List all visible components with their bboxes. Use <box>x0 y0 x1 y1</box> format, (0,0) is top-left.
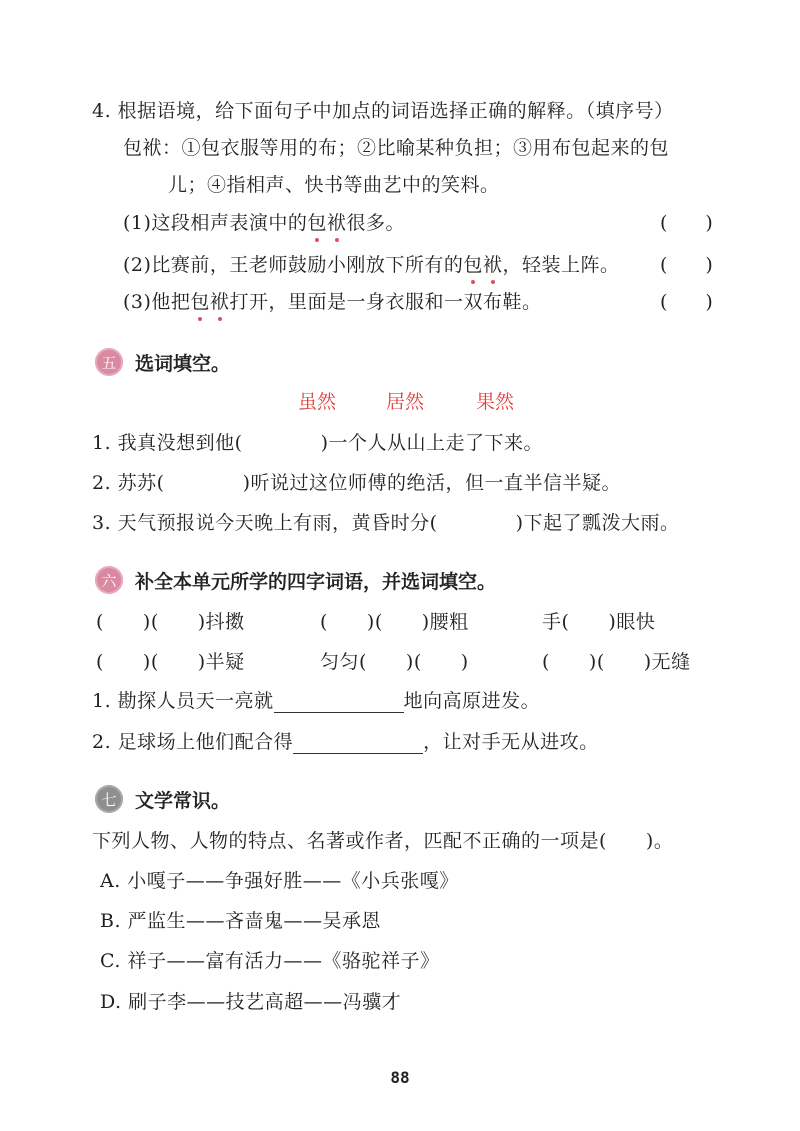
sec7-option-a[interactable]: A. 小嘎子——争强好胜——《小兵张嘎》 <box>100 870 459 892</box>
q4-item-1-answer-paren[interactable]: ( ) <box>660 212 713 234</box>
section-5-badge: 五 <box>95 348 123 376</box>
word-bank <box>0 387 800 415</box>
section-5-header <box>95 348 230 376</box>
q4-item-3 <box>123 287 541 314</box>
sec6-fill-2 <box>92 727 599 754</box>
idiom-4: ( )( )半疑 <box>96 651 245 673</box>
q4-item-3-dotted-char: 包 <box>190 287 210 314</box>
word-bank-item: 虽然 <box>298 391 337 413</box>
word-bank-item: 果然 <box>476 391 515 413</box>
sec5-question-3: 3. 天气预报说今天晚上有雨，黄昏时分( )下起了瓢泼大雨。 <box>92 512 680 534</box>
sec6-fill-1-pre: 1. 勘探人员天一亮就 <box>92 690 274 712</box>
answer-blank[interactable] <box>293 733 423 754</box>
q4-stem: 4. 根据语境，给下面句子中加点的词语选择正确的解释。（填序号） <box>92 100 674 122</box>
section-5-title: 选词填空。 <box>135 352 231 375</box>
q4-item-1 <box>123 208 405 235</box>
q4-item-3-answer-paren[interactable]: ( ) <box>660 291 713 313</box>
q4-item-2-answer-paren[interactable]: ( ) <box>660 254 713 276</box>
q4-item-3-post: 打开，里面是一身衣服和一双布鞋。 <box>229 291 542 313</box>
section-6-title: 补全本单元所学的四字词语，并选词填空。 <box>135 570 497 593</box>
section-7-title: 文学常识。 <box>135 789 231 812</box>
sec6-fill-2-post: ，让对手无从进攻。 <box>423 731 599 753</box>
q4-definition-line2: 儿；④指相声、快书等曲艺中的笑料。 <box>168 174 500 196</box>
answer-blank[interactable] <box>274 692 404 713</box>
q4-item-3-pre: (3)他把 <box>123 291 191 313</box>
sec5-question-1: 1. 我真没想到他( )一个人从山上走了下来。 <box>92 432 543 454</box>
idiom-5: 匀匀( )( ) <box>320 651 469 673</box>
idiom-1: ( )( )抖擞 <box>96 611 245 633</box>
sec7-question: 下列人物、人物的特点、名著或作者，匹配不正确的一项是( )。 <box>92 830 674 852</box>
word-bank-item: 居然 <box>386 391 425 413</box>
page-number: 88 <box>390 1068 410 1087</box>
sec6-fill-1-post: 地向高原进发。 <box>403 690 541 712</box>
section-6-header <box>95 566 496 594</box>
idiom-2: ( )( )腰粗 <box>320 611 469 633</box>
q4-item-2-dotted-char: 包 <box>463 250 483 277</box>
q4-item-1-dotted-char: 包 <box>307 208 327 235</box>
q4-item-2 <box>123 250 619 277</box>
q4-item-2-pre: (2)比赛前，王老师鼓励小刚放下所有的 <box>123 254 464 276</box>
q4-definition-line1: 包袱：①包衣服等用的布；②比喻某种负担；③用布包起来的包 <box>123 137 670 159</box>
q4-item-1-post: 很多。 <box>346 212 405 234</box>
section-7-badge: 七 <box>95 785 123 813</box>
section-7-header <box>95 785 230 813</box>
q4-item-2-post: ，轻装上阵。 <box>502 254 620 276</box>
q4-item-2-dotted-char: 袱 <box>483 250 503 277</box>
q4-item-1-dotted-char: 袱 <box>327 208 347 235</box>
idiom-3: 手( )眼快 <box>542 611 656 633</box>
q4-item-1-pre: (1)这段相声表演中的 <box>123 212 308 234</box>
sec5-question-2: 2. 苏苏( )听说过这位师傅的绝活，但一直半信半疑。 <box>92 472 621 494</box>
sec6-fill-1 <box>92 686 540 713</box>
sec7-option-d[interactable]: D. 刷子李——技艺高超——冯骥才 <box>100 991 402 1013</box>
sec7-option-c[interactable]: C. 祥子——富有活力——《骆驼祥子》 <box>100 950 440 972</box>
section-6-badge: 六 <box>95 566 123 594</box>
q4-item-3-dotted-char: 袱 <box>210 287 230 314</box>
idiom-6: ( )( )无缝 <box>542 651 691 673</box>
sec6-fill-2-pre: 2. 足球场上他们配合得 <box>92 731 294 753</box>
sec7-option-b[interactable]: B. 严监生——吝啬鬼——吴承恩 <box>100 910 382 932</box>
